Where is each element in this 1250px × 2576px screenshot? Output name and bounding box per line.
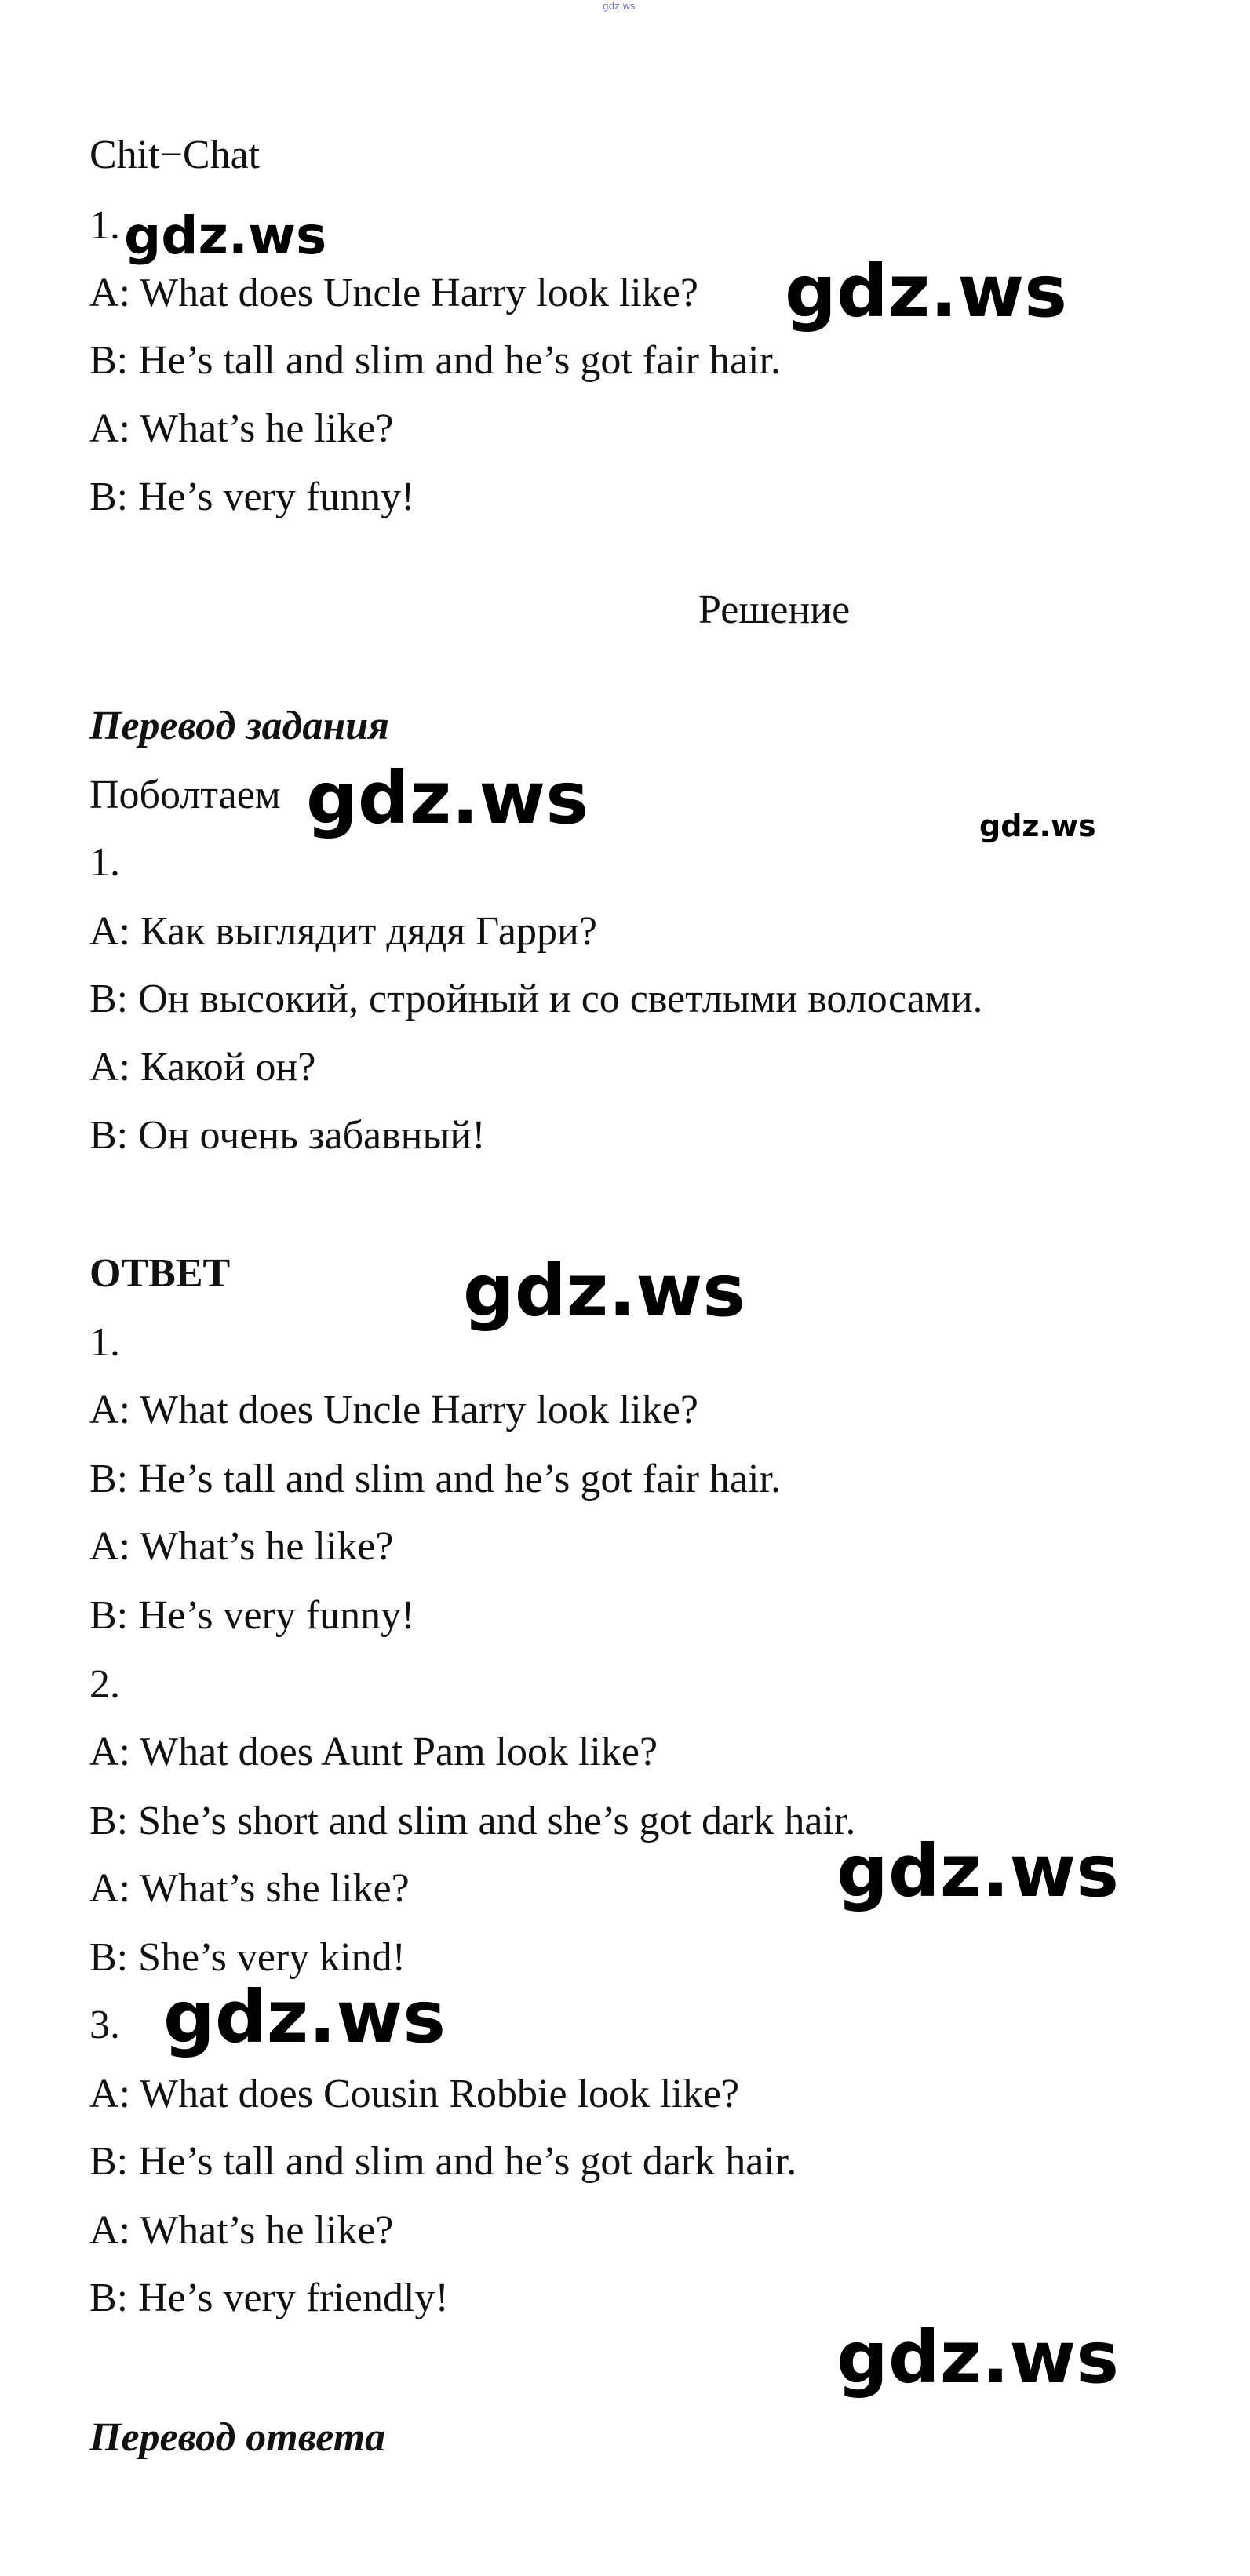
answer-heading: ОТВЕТ (89, 1251, 231, 1296)
solution-label: Решение (698, 588, 851, 632)
answer-line: A: What’s he like? (89, 2208, 394, 2253)
answer-number: 3. (89, 2003, 120, 2047)
answer-number: 2. (89, 1662, 120, 1707)
translation-line: A: Какой он? (89, 1045, 316, 1090)
translation-answer-heading: Перевод ответа (89, 2415, 386, 2460)
answer-number: 1. (89, 1320, 120, 1365)
answer-line: B: She’s short and slim and she’s got dark hair. (89, 1799, 856, 1843)
translation-task-number: 1. (89, 840, 120, 885)
task-line: B: He’s very funny! (89, 475, 415, 519)
translation-line: A: Как выглядит дядя Гарри? (89, 909, 597, 954)
watermark: gdz.ws (979, 809, 1096, 843)
answer-line: A: What’s she like? (89, 1866, 410, 1911)
watermark: gdz.ws (163, 1975, 446, 2059)
answer-line: B: He’s tall and slim and he’s got dark hair. (89, 2139, 797, 2184)
answer-line: A: What does Aunt Pam look like? (89, 1730, 658, 1774)
task-title: Chit−Chat (89, 133, 261, 177)
translation-task-title: Поболтаем (89, 773, 281, 817)
answer-line: B: He’s very funny! (89, 1593, 415, 1638)
watermark: gdz.ws (306, 756, 589, 840)
answer-line: A: What’s he like? (89, 1524, 394, 1569)
watermark-tiny: gdz.ws (603, 1, 636, 12)
watermark: gdz.ws (836, 2316, 1119, 2400)
translation-line: B: Он высокий, стройный и со светлыми волосами. (89, 977, 983, 1021)
translation-task-heading: Перевод задания (89, 704, 389, 748)
task-line: A: What’s he like? (89, 406, 394, 451)
task-line: A: What does Uncle Harry look like? (89, 271, 698, 315)
watermark: gdz.ws (463, 1249, 745, 1333)
answer-line: A: What does Cousin Robbie look like? (89, 2072, 740, 2116)
watermark: gdz.ws (124, 206, 327, 266)
task-line: B: He’s tall and slim and he’s got fair hair. (89, 338, 781, 383)
answer-line: A: What does Uncle Harry look like? (89, 1388, 698, 1432)
translation-line: B: Он очень забавный! (89, 1113, 486, 1158)
task-number: 1. (89, 203, 120, 248)
answer-line: B: He’s tall and slim and he’s got fair hair. (89, 1457, 781, 1501)
answer-line: B: She’s very kind! (89, 1935, 406, 1980)
answer-line: B: He’s very friendly! (89, 2276, 449, 2320)
watermark: gdz.ws (836, 1829, 1119, 1913)
watermark: gdz.ws (785, 249, 1067, 333)
